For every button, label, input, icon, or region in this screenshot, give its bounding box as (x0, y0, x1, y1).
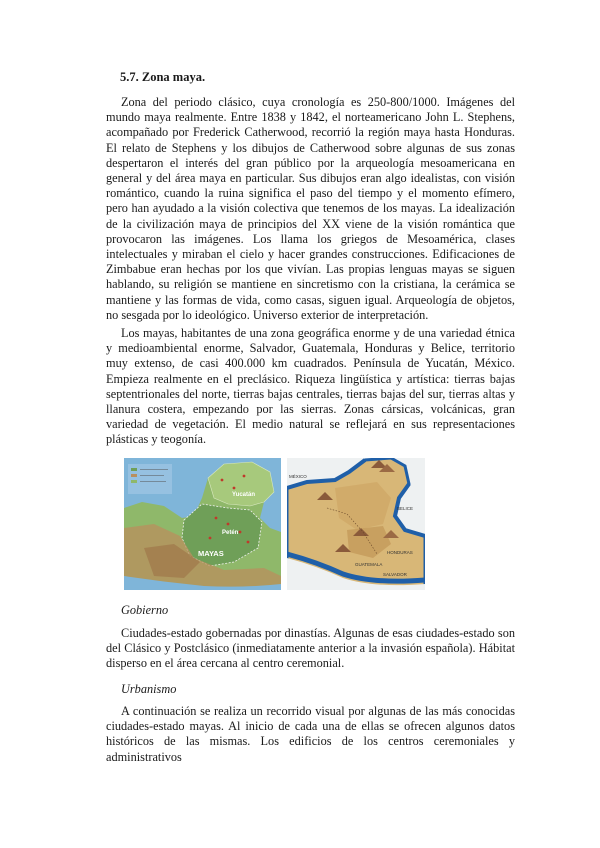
maya-illustrated-map-image (287, 458, 425, 590)
map-label-peten: Petén (222, 530, 239, 536)
map-label-mayas: MAYAS (198, 549, 224, 558)
map-label-yucatan: Yucatán (232, 492, 256, 498)
subheading-gobierno: Gobierno (121, 603, 169, 617)
map-label-belice: BELICE (397, 506, 414, 511)
section-heading: 5.7. Zona maya. (120, 70, 206, 84)
paragraph-geography: Los mayas, habitantes de una zona geográfica enorme y de una variedad étnica y medioambiental enorme, Salvador, Guatemala, Honduras y Belice, territorio muy extenso, de casi 400.000 km cuadrados. Península de Yucatán, México. Empieza realmente en el preclásico. Riqueza lingüística y artística: tierras bajas septentrionales del norte, tierras bajas centrales, tierras bajas del sur, tierras altas y llanura costera, empezando por las sierras. Zonas cársicas, volcánicas, gran variedad de vegetación. El medio natural se reflejará en sus representaciones plásticas y teogonía. (106, 326, 515, 447)
paragraph-urbanismo: A continuación se realiza un recorrido visual por algunas de las más conocidas ciudades-estado mayas. Al inicio de cada una de ellas se ofrecen algunos datos históricos de las mismas. Los edificios de los centros ceremoniales y administrativos (106, 704, 515, 764)
map-label-mexico: MÉXICO (289, 474, 307, 479)
maya-region-map-image (124, 458, 281, 590)
map-label-salvador: SALVADOR (383, 572, 407, 577)
map-label-guatemala: GUATEMALA (355, 562, 383, 567)
paragraph-gobierno: Ciudades-estado gobernadas por dinastías. Algunas de esas ciudades-estado son del Clásico y Postclásico (inmediatamente anterior a la invasión española). Hábitat disperso en el área cercana al centro ceremonial. (106, 626, 515, 671)
subheading-urbanismo: Urbanismo (121, 682, 177, 696)
map-label-honduras: HONDURAS (387, 550, 413, 555)
paragraph-intro: Zona del periodo clásico, cuya cronología es 250-800/1000. Imágenes del mundo maya realmente. Entre 1838 y 1842, el norteamericano John L. Stephens, acompañado por Frederick Catherwood, recorrió la región maya hasta Honduras. El relato de Stephens y los dibujos de Catherwood sobre algunas de sus zonas despertaron el interés del gran público por la arqueología mesoamericana en general y del área maya en particular. Sus dibujos eran algo idealistas, con visión romántico, cuando la ruina significa el paso del tiempo y el momento efímero, pero han ayudado a la visión colectiva que tenemos de los mayas. La idealización de la civilización maya de principios del XX viene de la visión romántica que provocaron las imágenes. Los llama los griegos de Mesoamérica, clases intelectuales y miraban el cielo y hacer grandes construcciones. Edificaciones de Zimbabue eran hechas por los que vivían. Las propias lenguas mayas se siguen hablando, su religión se mantiene en sincretismo con la cristiana, la cerámica se mantiene y las formas de vida, como casas, siguen igual. Arqueología de objetos, no sesgada por lo ideológico. Universo exterior de interpretación. (106, 95, 515, 322)
